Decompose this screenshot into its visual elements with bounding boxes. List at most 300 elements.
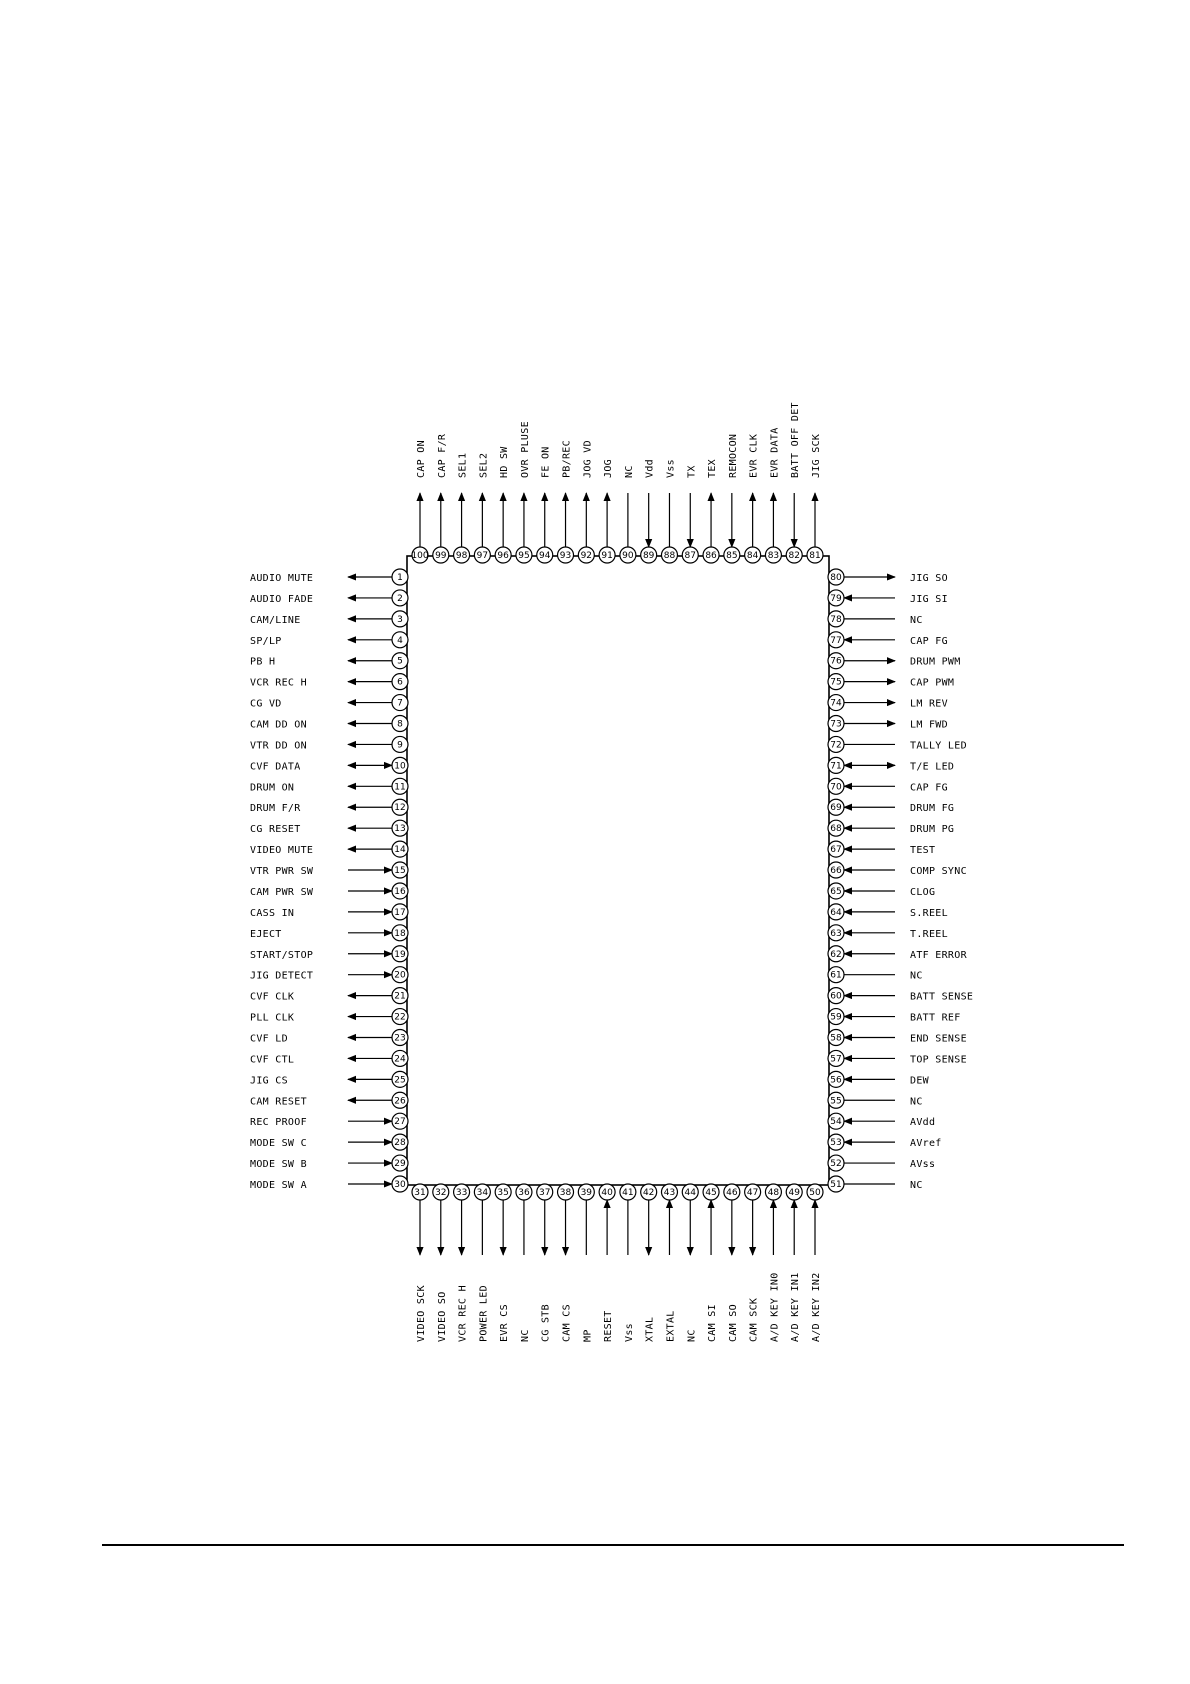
pin-number: 41 (622, 1188, 634, 1198)
pin-44 (682, 1184, 698, 1342)
pin-label: T/E LED (910, 761, 955, 773)
pin-number: 16 (394, 886, 406, 897)
pin-number: 46 (726, 1188, 738, 1198)
pin-label: NC (623, 465, 635, 478)
pin-number: 9 (397, 740, 403, 751)
pin-number: 18 (394, 928, 406, 939)
pin-label: REC PROOF (250, 1117, 307, 1129)
pin-label: AVss (910, 1159, 936, 1171)
pin-label: SEL2 (478, 452, 490, 478)
pin-74 (828, 695, 948, 711)
pin-number: 84 (746, 551, 759, 561)
pin-label: PB H (250, 656, 276, 668)
pin-number: 1 (397, 573, 403, 583)
pin-number: 47 (746, 1188, 759, 1198)
pin-30 (250, 1176, 408, 1192)
pin-number: 86 (705, 551, 717, 561)
pin-number: 15 (394, 866, 406, 877)
pin-number: 32 (435, 1188, 447, 1198)
pin-label: COMP SYNC (910, 866, 967, 878)
pin-label: CAM DD ON (250, 719, 307, 731)
pin-label: LM FWD (910, 719, 948, 731)
pin-label: NC (910, 1096, 923, 1108)
pin-number: 96 (497, 551, 509, 561)
pin-number: 14 (394, 845, 406, 856)
pin-number: 78 (830, 614, 842, 625)
pin-61 (828, 967, 923, 983)
pin-label: Vdd (644, 459, 656, 478)
pin-20 (250, 967, 408, 983)
pin-40 (599, 1184, 615, 1342)
pin-label: CAM RESET (250, 1096, 307, 1108)
pin-number: 99 (435, 551, 447, 561)
pin-number: 43 (663, 1188, 676, 1198)
pin-label: TOP SENSE (910, 1054, 967, 1066)
pin-37 (537, 1184, 553, 1342)
pin-86 (703, 459, 719, 563)
pin-94 (537, 446, 553, 563)
pin-5 (250, 653, 408, 669)
pin-number: 95 (518, 551, 530, 561)
pin-51 (828, 1176, 923, 1192)
pin-13 (250, 820, 408, 836)
pin-71 (828, 757, 954, 773)
pin-label: NC (910, 970, 923, 982)
pin-number: 64 (830, 907, 842, 918)
pin-label: DRUM PWM (910, 656, 961, 668)
pin-59 (828, 1009, 961, 1025)
pin-label: CVF CTL (250, 1054, 295, 1066)
pin-43 (661, 1184, 677, 1342)
pin-number: 3 (397, 614, 403, 625)
pin-75 (828, 674, 954, 690)
pin-54 (828, 1113, 935, 1129)
pin-label: NC (519, 1329, 531, 1342)
pin-number: 11 (394, 782, 406, 793)
pin-label: CAP F/R (436, 433, 448, 478)
pin-number: 61 (830, 970, 842, 981)
pin-label: DEW (910, 1075, 929, 1087)
pin-label: CAM SI (707, 1304, 719, 1342)
pin-number: 74 (830, 698, 842, 709)
pin-65 (828, 883, 935, 899)
pin-36 (516, 1184, 532, 1342)
pin-number: 56 (830, 1075, 842, 1086)
pin-number: 53 (830, 1138, 842, 1149)
pin-100 (411, 440, 428, 563)
pin-number: 2 (397, 593, 403, 604)
pin-64 (828, 904, 948, 920)
pin-number: 66 (830, 866, 842, 877)
pin-number: 28 (394, 1138, 406, 1149)
pin-number: 22 (394, 1012, 406, 1023)
pin-53 (828, 1134, 942, 1150)
pin-label: CVF CLK (250, 991, 295, 1003)
pin-number: 33 (455, 1188, 468, 1198)
pin-number: 21 (394, 991, 406, 1002)
pin-number: 20 (394, 970, 406, 981)
pin-number: 34 (476, 1188, 489, 1198)
pin-label: A/D KEY IN1 (790, 1272, 802, 1342)
pin-label: AVdd (910, 1117, 936, 1129)
pin-label: REMOCON (727, 433, 739, 478)
pin-label: CVF DATA (250, 761, 301, 773)
pin-number: 29 (394, 1159, 406, 1170)
pin-label: CAP FG (910, 635, 948, 647)
pin-label: JOG VD (582, 440, 594, 478)
pin-31 (412, 1184, 428, 1342)
pin-69 (828, 799, 954, 815)
pin-number: 13 (394, 824, 406, 835)
pin-81 (807, 434, 823, 563)
pin-number: 6 (397, 677, 403, 688)
pin-27 (250, 1113, 408, 1129)
pin-label: XTAL (644, 1316, 656, 1342)
pin-label: DRUM FG (910, 803, 955, 815)
pin-number: 38 (559, 1188, 572, 1198)
pin-label: VTR DD ON (250, 740, 307, 752)
pin-14 (250, 841, 408, 857)
pin-number: 90 (622, 551, 634, 561)
pin-16 (250, 883, 408, 899)
pin-76 (828, 653, 961, 669)
pin-label: SP/LP (250, 635, 282, 647)
pin-number: 40 (601, 1188, 613, 1198)
pin-label: DRUM F/R (250, 803, 301, 815)
pin-45 (703, 1184, 719, 1342)
pin-label: CAM SCK (748, 1297, 760, 1342)
pin-label: POWER LED (478, 1285, 490, 1342)
pin-label: EJECT (250, 928, 282, 940)
pin-label: MODE SW A (250, 1180, 307, 1191)
pin-number: 37 (539, 1188, 551, 1198)
pin-label: EVR DATA (769, 427, 781, 478)
pin-89 (641, 459, 657, 563)
pin-21 (250, 988, 408, 1004)
pin-number: 91 (601, 551, 613, 561)
pin-number: 19 (394, 949, 406, 960)
pin-label: AUDIO FADE (250, 593, 314, 605)
pin-2 (250, 590, 408, 606)
pin-number: 23 (394, 1033, 406, 1044)
pin-label: PB/REC (561, 440, 573, 478)
pin-number: 17 (394, 907, 406, 918)
pin-label: VCR REC H (457, 1285, 469, 1342)
pin-63 (828, 925, 948, 941)
pin-label: JIG SO (910, 573, 948, 584)
pin-label: CAM/LINE (250, 614, 301, 626)
pin-32 (433, 1184, 449, 1342)
pin-number: 98 (455, 551, 468, 561)
pin-label: JOG (603, 459, 615, 478)
pin-number: 83 (767, 551, 780, 561)
pin-number: 10 (394, 761, 406, 772)
pin-number: 36 (518, 1188, 530, 1198)
pin-58 (828, 1029, 967, 1045)
pin-number: 73 (830, 719, 842, 730)
pin-60 (828, 988, 973, 1004)
pin-number: 39 (580, 1188, 593, 1198)
pin-label: EXTAL (665, 1310, 677, 1342)
pin-label: S.REEL (910, 907, 948, 919)
pin-39 (578, 1184, 594, 1342)
pin-52 (828, 1155, 935, 1171)
pin-label: LM REV (910, 698, 948, 710)
pin-label: VIDEO SCK (416, 1285, 427, 1342)
pin-number: 51 (830, 1180, 842, 1190)
pin-number: 44 (684, 1188, 696, 1198)
pin-70 (828, 778, 948, 794)
pin-label: RESET (603, 1310, 615, 1342)
pin-number: 100 (411, 551, 429, 561)
pin-42 (641, 1184, 657, 1342)
pin-56 (828, 1071, 930, 1087)
pin-number: 65 (830, 886, 842, 897)
pin-28 (250, 1134, 408, 1150)
pin-label: NC (686, 1329, 698, 1342)
pin-label: BATT SENSE (910, 991, 974, 1003)
pin-label: CAM SO (727, 1304, 739, 1342)
pin-number: 94 (539, 551, 551, 561)
pin-label: VTR PWR SW (250, 866, 314, 878)
pin-label: ATF ERROR (910, 949, 967, 961)
pin-number: 58 (830, 1033, 842, 1044)
pin-98 (454, 453, 470, 563)
pin-number: 87 (684, 551, 696, 561)
pin-41 (620, 1184, 636, 1342)
pin-label: VIDEO MUTE (250, 845, 314, 857)
pin-label: Vss (665, 459, 677, 478)
pin-91 (599, 459, 615, 563)
pin-number: 35 (497, 1188, 509, 1198)
pin-label: EVR CS (499, 1304, 511, 1342)
pin-48 (765, 1184, 781, 1342)
pin-number: 80 (830, 573, 842, 583)
pin-25 (250, 1071, 408, 1087)
pin-number: 69 (830, 803, 842, 814)
pin-80 (828, 569, 948, 585)
pin-label: AUDIO MUTE (250, 573, 314, 584)
pin-23 (250, 1029, 408, 1045)
pin-66 (828, 862, 967, 878)
pin-79 (828, 590, 948, 606)
pin-number: 81 (809, 551, 821, 561)
pin-label: EVR CLK (748, 433, 760, 478)
pin-number: 5 (397, 656, 403, 667)
pin-77 (828, 632, 948, 648)
pin-97 (474, 453, 490, 563)
pin-label: JIG SI (910, 593, 948, 605)
pin-7 (250, 695, 408, 711)
pin-label: CVF LD (250, 1033, 288, 1045)
pin-label: BATT OFF DET (790, 402, 802, 478)
pin-label: FE ON (540, 446, 552, 478)
pin-label: CAM PWR SW (250, 886, 314, 898)
pin-number: 92 (580, 551, 593, 561)
pin-99 (433, 433, 449, 563)
pin-6 (250, 674, 408, 690)
pin-68 (828, 820, 954, 836)
pin-number: 7 (397, 698, 403, 709)
pin-label: CAP ON (416, 440, 427, 478)
pin-47 (745, 1184, 761, 1342)
pin-number: 49 (788, 1188, 800, 1198)
pin-number: 60 (830, 991, 842, 1002)
pin-label: MODE SW B (250, 1159, 307, 1171)
pin-label: BATT REF (910, 1012, 961, 1024)
pin-number: 70 (830, 782, 842, 793)
pin-72 (828, 736, 967, 752)
pin-label: T.REEL (910, 928, 948, 940)
pin-73 (828, 716, 948, 732)
pin-label: HD SW (499, 446, 511, 478)
pin-label: A/D KEY IN2 (811, 1272, 822, 1342)
pin-number: 25 (394, 1075, 406, 1086)
pin-9 (250, 736, 408, 752)
pin-number: 27 (394, 1117, 406, 1128)
pin-90 (620, 465, 636, 563)
pin-92 (578, 440, 594, 563)
pin-11 (250, 778, 408, 794)
pin-label: CG STB (540, 1304, 552, 1342)
pin-84 (745, 434, 761, 563)
pin-22 (250, 1009, 408, 1025)
pin-label: PLL CLK (250, 1012, 295, 1024)
pin-number: 59 (830, 1012, 842, 1023)
pin-34 (474, 1184, 490, 1342)
chip-outline (407, 556, 829, 1185)
pin-number: 76 (830, 656, 842, 667)
pin-number: 63 (830, 928, 842, 939)
pin-67 (828, 841, 935, 857)
pin-96 (495, 446, 511, 563)
pin-label: NC (910, 614, 923, 626)
pin-number: 30 (394, 1180, 406, 1190)
footer-rule (102, 1544, 1124, 1546)
pin-label: A/D KEY IN0 (769, 1272, 781, 1342)
pin-number: 26 (394, 1096, 406, 1107)
pin-number: 48 (767, 1188, 780, 1198)
pin-88 (661, 459, 677, 563)
pin-label: CAM CS (561, 1304, 573, 1342)
pin-label: START/STOP (250, 949, 314, 961)
pin-label: VCR REC H (250, 677, 307, 689)
pin-label: JIG CS (250, 1075, 288, 1087)
pin-85 (724, 434, 740, 563)
pin-label: VIDEO SO (436, 1291, 448, 1342)
pin-12 (250, 799, 408, 815)
pin-number: 93 (559, 551, 572, 561)
pin-label: TEX (707, 459, 719, 478)
pin-82 (786, 402, 802, 563)
pin-35 (495, 1184, 511, 1342)
pin-87 (682, 465, 698, 563)
pin-number: 57 (830, 1054, 842, 1065)
pin-label: TALLY LED (910, 740, 967, 752)
pin-number: 89 (642, 551, 655, 561)
pin-4 (250, 632, 408, 648)
pin-number: 54 (830, 1117, 842, 1128)
pin-label: CAP FG (910, 782, 948, 794)
pin-label: END SENSE (910, 1033, 967, 1045)
pin-number: 45 (705, 1188, 717, 1198)
pin-10 (250, 757, 408, 773)
pin-55 (828, 1092, 923, 1108)
pin-number: 75 (830, 677, 842, 688)
pin-49 (786, 1184, 802, 1342)
pin-19 (250, 946, 408, 962)
pin-number: 85 (726, 551, 738, 561)
pin-label: SEL1 (457, 452, 469, 478)
pin-1 (250, 569, 408, 585)
pin-46 (724, 1184, 740, 1342)
pin-15 (250, 862, 408, 878)
pin-93 (558, 440, 574, 563)
pin-number: 97 (476, 551, 489, 561)
pin-number: 79 (830, 593, 842, 604)
pin-17 (250, 904, 408, 920)
pin-label: CASS IN (250, 907, 295, 919)
pin-number: 12 (394, 803, 406, 814)
pin-label: CG VD (250, 698, 282, 710)
pin-number: 52 (830, 1159, 842, 1170)
pin-number: 71 (830, 761, 842, 772)
pin-label: CLOG (910, 886, 936, 898)
pin-label: OVR PLUSE (519, 421, 531, 478)
pin-83 (765, 427, 781, 563)
pin-62 (828, 946, 968, 962)
pin-number: 8 (397, 719, 403, 730)
pin-26 (250, 1092, 408, 1108)
pin-57 (828, 1050, 967, 1066)
pin-label: MP (582, 1329, 594, 1342)
pin-number: 72 (830, 740, 842, 751)
pin-95 (516, 421, 532, 563)
pin-18 (250, 925, 408, 941)
pin-50 (807, 1184, 823, 1342)
pin-label: DRUM ON (250, 782, 295, 794)
pin-number: 4 (397, 635, 403, 646)
pin-3 (250, 611, 408, 627)
pin-number: 50 (809, 1188, 821, 1198)
pin-number: 68 (830, 824, 842, 835)
pin-number: 67 (830, 845, 842, 856)
pin-8 (250, 716, 408, 732)
pin-label: TEST (910, 845, 936, 857)
pin-number: 88 (663, 551, 676, 561)
pin-29 (250, 1155, 408, 1171)
pin-24 (250, 1050, 408, 1066)
pin-number: 55 (830, 1096, 842, 1107)
pin-label: Vss (623, 1323, 635, 1342)
pin-78 (828, 611, 923, 627)
pin-label: TX (686, 465, 698, 478)
pin-38 (558, 1184, 574, 1342)
pin-number: 82 (788, 551, 800, 561)
pin-label: NC (910, 1180, 923, 1191)
pin-label: JIG DETECT (250, 970, 314, 982)
pin-33 (454, 1184, 470, 1342)
pin-number: 77 (830, 635, 842, 646)
pin-label: AVref (910, 1138, 942, 1150)
pin-number: 42 (642, 1188, 655, 1198)
pin-number: 31 (414, 1188, 426, 1198)
pin-number: 24 (394, 1054, 406, 1065)
pin-number: 62 (830, 949, 842, 960)
pin-label: JIG SCK (811, 433, 822, 478)
pin-label: CG RESET (250, 824, 301, 836)
pin-label: DRUM PG (910, 824, 955, 836)
